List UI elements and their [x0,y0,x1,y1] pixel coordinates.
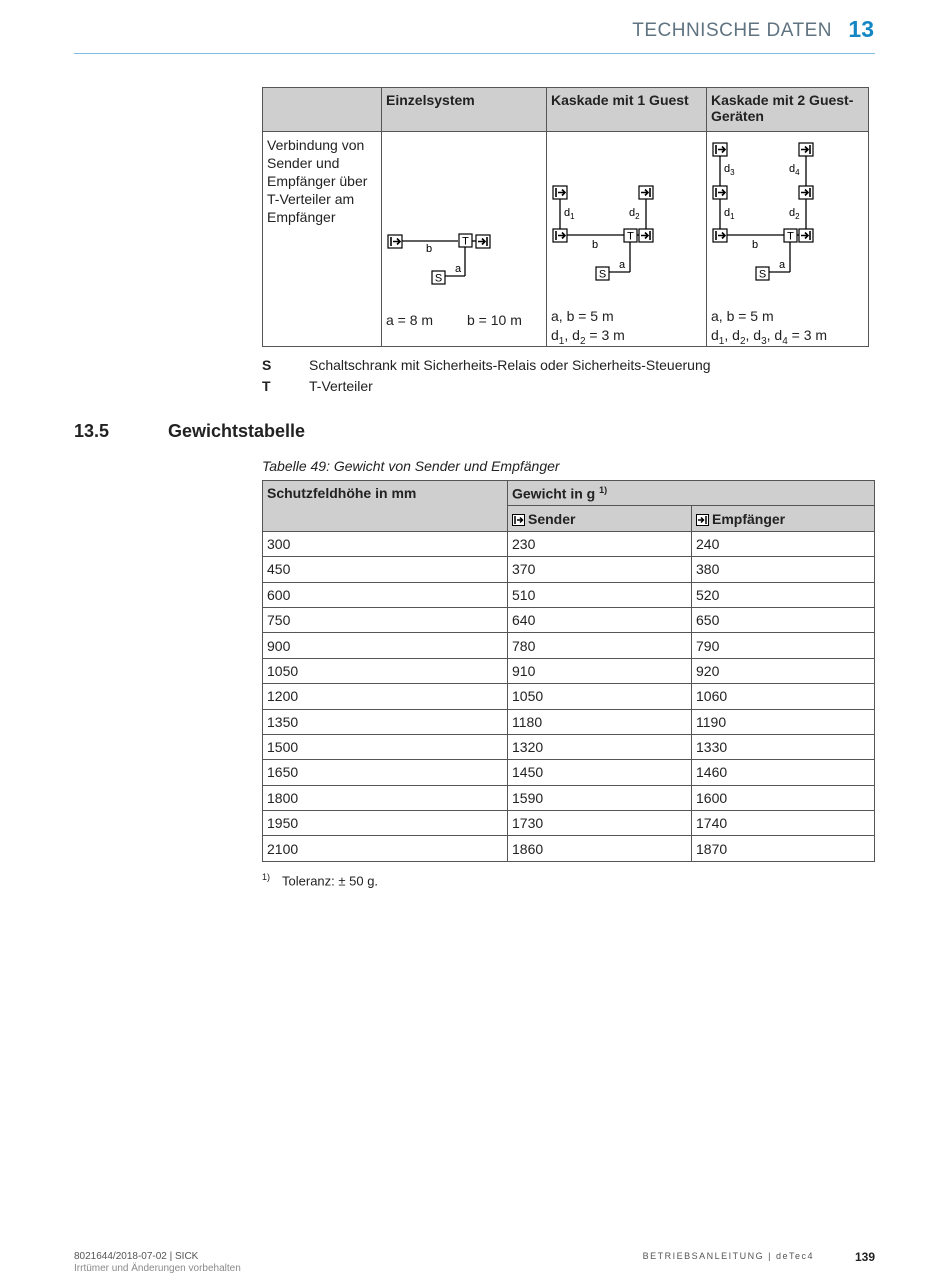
cascade1-line1: a, b = 5 m [551,308,614,324]
table-row [263,658,875,683]
cell-height: 300 [263,531,508,556]
cascade2-line1: a, b = 5 m [711,308,774,324]
cell-height: 2100 [263,836,508,861]
cell-sender-weight: 510 [508,582,692,607]
cell-sender-weight: 1450 [508,760,692,785]
host-sender-icon [713,229,727,242]
cell-height: 1800 [263,785,508,810]
cascade1-line2: $d_1$, $d_2 = 3$ m [551,327,625,347]
cell-receiver-weight: 1870 [692,836,875,861]
header-rule [74,53,875,54]
host-sender-icon [553,229,567,242]
guest-sender-icon [553,186,567,199]
col-header-height: Schutzfeldhöhe in mm [263,481,508,532]
cell-sender-weight: 370 [508,557,692,582]
col-header-sender: Sender [508,506,692,531]
footnote: $^{1)}$ Toleranz: ± 50 g. [262,872,379,889]
configuration-table [262,87,869,347]
cell-sender-weight: 1050 [508,684,692,709]
cell-height: 900 [263,633,508,658]
table-row [263,760,875,785]
d1-label: $d_1$ [564,207,575,221]
section-number: 13.5 [74,421,110,441]
cell-receiver-weight: 1740 [692,811,875,836]
legend-key: S [262,357,272,373]
cell-receiver-weight: 1460 [692,760,875,785]
cell-sender-weight: 780 [508,633,692,658]
legend-text: T-Verteiler [309,378,373,394]
guest2-sender-icon [713,143,727,156]
cell-height: 600 [263,582,508,607]
guest1-receiver-icon [799,186,813,199]
t-connector-label: T [462,235,469,248]
config-cell-cascade2 [707,132,869,347]
cell-height: 1200 [263,684,508,709]
cell-sender-weight: 1590 [508,785,692,810]
cell-sender-weight: 910 [508,658,692,683]
config-row-label: Verbindung von Sender und Empfänger über T-Verteiler am Empfänger [263,132,382,347]
sender-icon [388,235,402,248]
cabinet-label: S [598,268,607,281]
table-row [263,836,875,861]
col-header-weight: Gewicht in g $^{1)}$ [508,481,875,506]
guest-receiver-icon [639,186,653,199]
sender-icon [512,514,525,526]
length-a-label: a [779,259,786,271]
cell-receiver-weight: 920 [692,658,875,683]
config-header-cascade1: Kaskade mit 1 Guest [547,88,707,132]
cell-receiver-weight: 240 [692,531,875,556]
configuration-table-row [263,132,869,347]
config-cell-cascade1 [547,132,707,347]
cell-height: 1950 [263,811,508,836]
cascade2-line2: $d_1$, $d_2$, $d_3$, $d_4 = 3$ m [711,327,828,347]
cell-receiver-weight: 1190 [692,709,875,734]
receiver-icon [696,514,709,526]
d1-label: $d_1$ [724,207,735,221]
cell-sender-weight: 1320 [508,734,692,759]
d2-label: $d_2$ [789,207,800,221]
config-header-empty [263,88,382,132]
receiver-icon [476,235,490,248]
d4-label: $d_4$ [789,163,800,177]
legend-key: T [262,378,271,394]
table-row [263,607,875,632]
table-row [263,582,875,607]
table-row [263,709,875,734]
legend-item [262,357,711,373]
header-title: TECHNISCHE DATEN [632,20,832,41]
page-number: 139 [854,1250,875,1264]
table-row [263,531,875,556]
footer-manual-title: BETRIEBSANLEITUNG | deTec4 [642,1251,814,1261]
cell-height: 1500 [263,734,508,759]
d2-label: $d_2$ [629,207,640,221]
config-cell-single [382,132,547,347]
length-a-label: a [455,263,462,275]
d3-label: $d_3$ [724,163,735,177]
single-b-value: b = 10 m [467,312,522,328]
cell-receiver-weight: 1600 [692,785,875,810]
cell-sender-weight: 1180 [508,709,692,734]
host-receiver-icon [799,229,813,242]
t-connector-label: T [787,230,794,243]
guest2-receiver-icon [799,143,813,156]
weight-table [262,480,875,862]
single-a-value: a = 8 m [386,312,434,328]
cell-sender-weight: 640 [508,607,692,632]
weight-table-header [263,481,875,506]
footer-document-id: 8021644/2018-07-02 | SICK [74,1251,199,1262]
length-b-label: b [426,243,433,255]
host-receiver-icon [639,229,653,242]
cell-receiver-weight: 1330 [692,734,875,759]
cell-receiver-weight: 520 [692,582,875,607]
header-chapter-number: 13 [848,16,874,42]
cell-sender-weight: 1730 [508,811,692,836]
cell-height: 1650 [263,760,508,785]
length-b-label: b [592,239,599,251]
configuration-table-header [263,88,869,132]
section-title: Gewichtstabelle [168,421,306,441]
cell-sender-weight: 230 [508,531,692,556]
table-row [263,684,875,709]
table-row [263,557,875,582]
legend-text: Schaltschrank mit Sicherheits-Relais oder Sicherheits-Steuerung [309,357,711,373]
table-row [263,633,875,658]
cell-receiver-weight: 650 [692,607,875,632]
cell-height: 1050 [263,658,508,683]
cell-receiver-weight: 380 [692,557,875,582]
table-row [263,811,875,836]
cell-receiver-weight: 1060 [692,684,875,709]
cell-height: 450 [263,557,508,582]
legend-item [262,378,373,394]
footer-disclaimer: Irrtümer und Änderungen vorbehalten [74,1263,241,1274]
t-connector-label: T [627,230,634,243]
cell-sender-weight: 1860 [508,836,692,861]
col-header-receiver: Empfänger [692,506,875,531]
table-row [263,734,875,759]
cabinet-label: S [434,272,443,285]
weight-table-body [263,531,875,861]
length-a-label: a [619,259,626,271]
cell-height: 750 [263,607,508,632]
config-header-cascade2: Kaskade mit 2 Guest-Geräten [707,88,869,132]
guest1-sender-icon [713,186,727,199]
cell-receiver-weight: 790 [692,633,875,658]
cell-height: 1350 [263,709,508,734]
length-b-label: b [752,239,759,251]
cabinet-label: S [758,268,767,281]
table-caption: Tabelle 49: Gewicht von Sender und Empfänger [262,458,560,474]
config-header-single: Einzelsystem [382,88,547,132]
table-row [263,785,875,810]
